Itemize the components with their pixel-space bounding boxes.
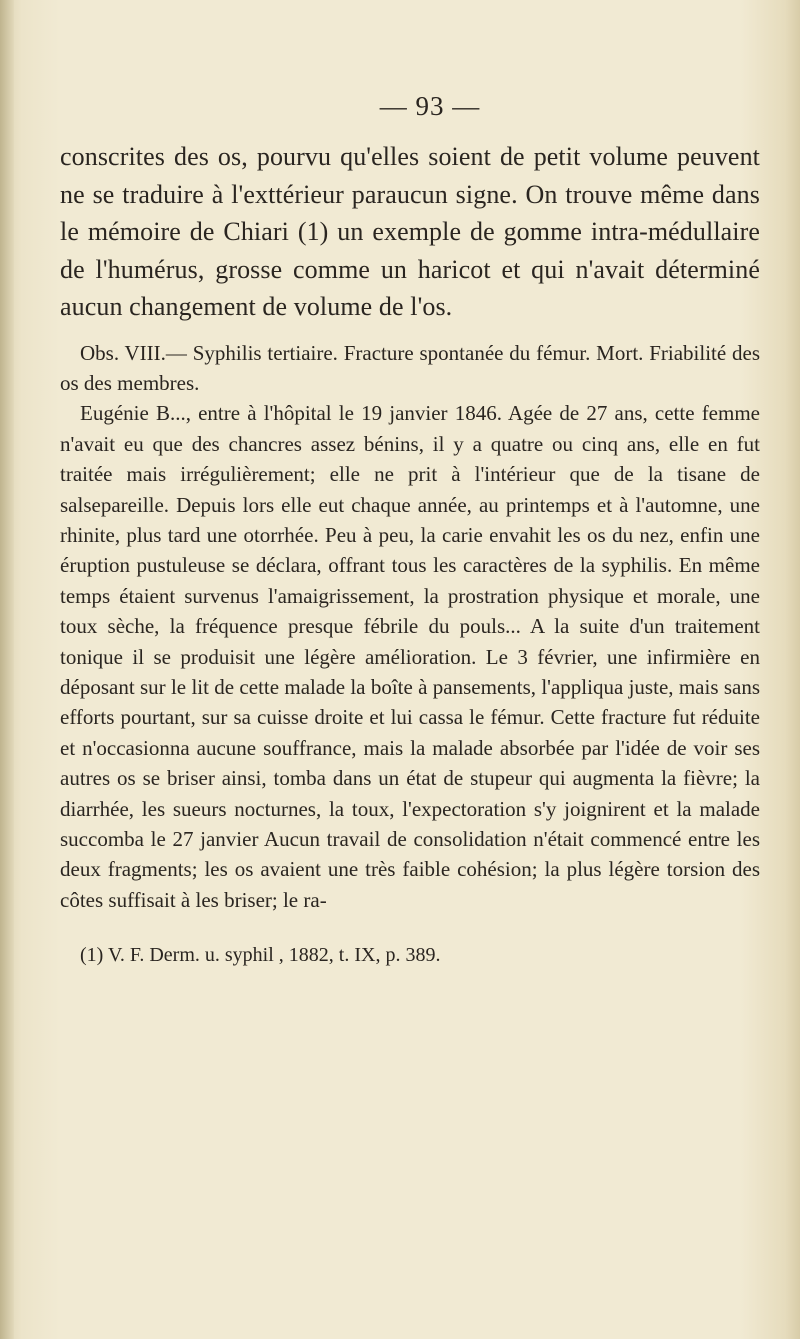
page-edge-shadow [0,0,14,1339]
body-paragraph: conscrites des os, pourvu qu'elles soient de petit volume peuvent ne se traduire à l'exttérieur paraucun signe. On trouve même dans le mémoire de Chiari (1) un exemple de gomme intra-médullaire de l'humérus, grosse comme un haricot et qui n'avait déterminé aucun changement de volume de l'os. [60,142,760,321]
page-number: — 93 — [379,91,481,121]
observation-heading: Obs. VIII.— Syphilis tertiaire. Fracture spontanée du fémur. Mort. Friabilité des os des membres. [60,340,760,395]
page-content [60,90,760,969]
observation-body: Eugénie B..., entre à l'hôpital le 19 janvier 1846. Agée de 27 ans, cette femme n'avait eu que des chancres assez bénins, il y a quatre ou cinq ans, elle en fut traitée mais irrégulièrement; elle ne prit à l'intérieur que de la tisane de salsepareille. Depuis lors elle eut chaque année, au printemps et à l'automne, une rhinite, plus tard une otorrhée. Peu à peu, la carie envahit les os du nez, enfin une éruption pustuleuse se déclara, offrant tous les caractères de la syphilis. En même temps étaient survenus l'amaigrissement, la prostration physique et morale, une toux sèche, la fréquence presque fébrile du pouls... A la suite d'un traitement tonique il se produisit une légère amélioration. Le 3 février, une infirmière en déposant sur le lit de cette malade la boîte à pansements, l'appliqua juste, mais sans efforts pourtant, sur sa cuisse droite et lui cassa le fémur. Cette fracture fut réduite et n'occasionna aucune souffrance, mais la malade absorbée par l'idée de voir ses autres os se briser ainsi, tomba dans un état de stupeur qui augmenta la fièvre; la diarrhée, les sueurs nocturnes, la toux, l'expectoration s'y joignirent et la malade succomba le 27 janvier Aucun travail de consolidation n'était commencé entre les deux fragments; les os avaient une très faible cohésion; la plus légère torsion des côtes suffisait à les briser; le ra- [60,401,760,912]
footnote: (1) V. F. Derm. u. syphil , 1882, t. IX, p. 389. [80,944,441,967]
